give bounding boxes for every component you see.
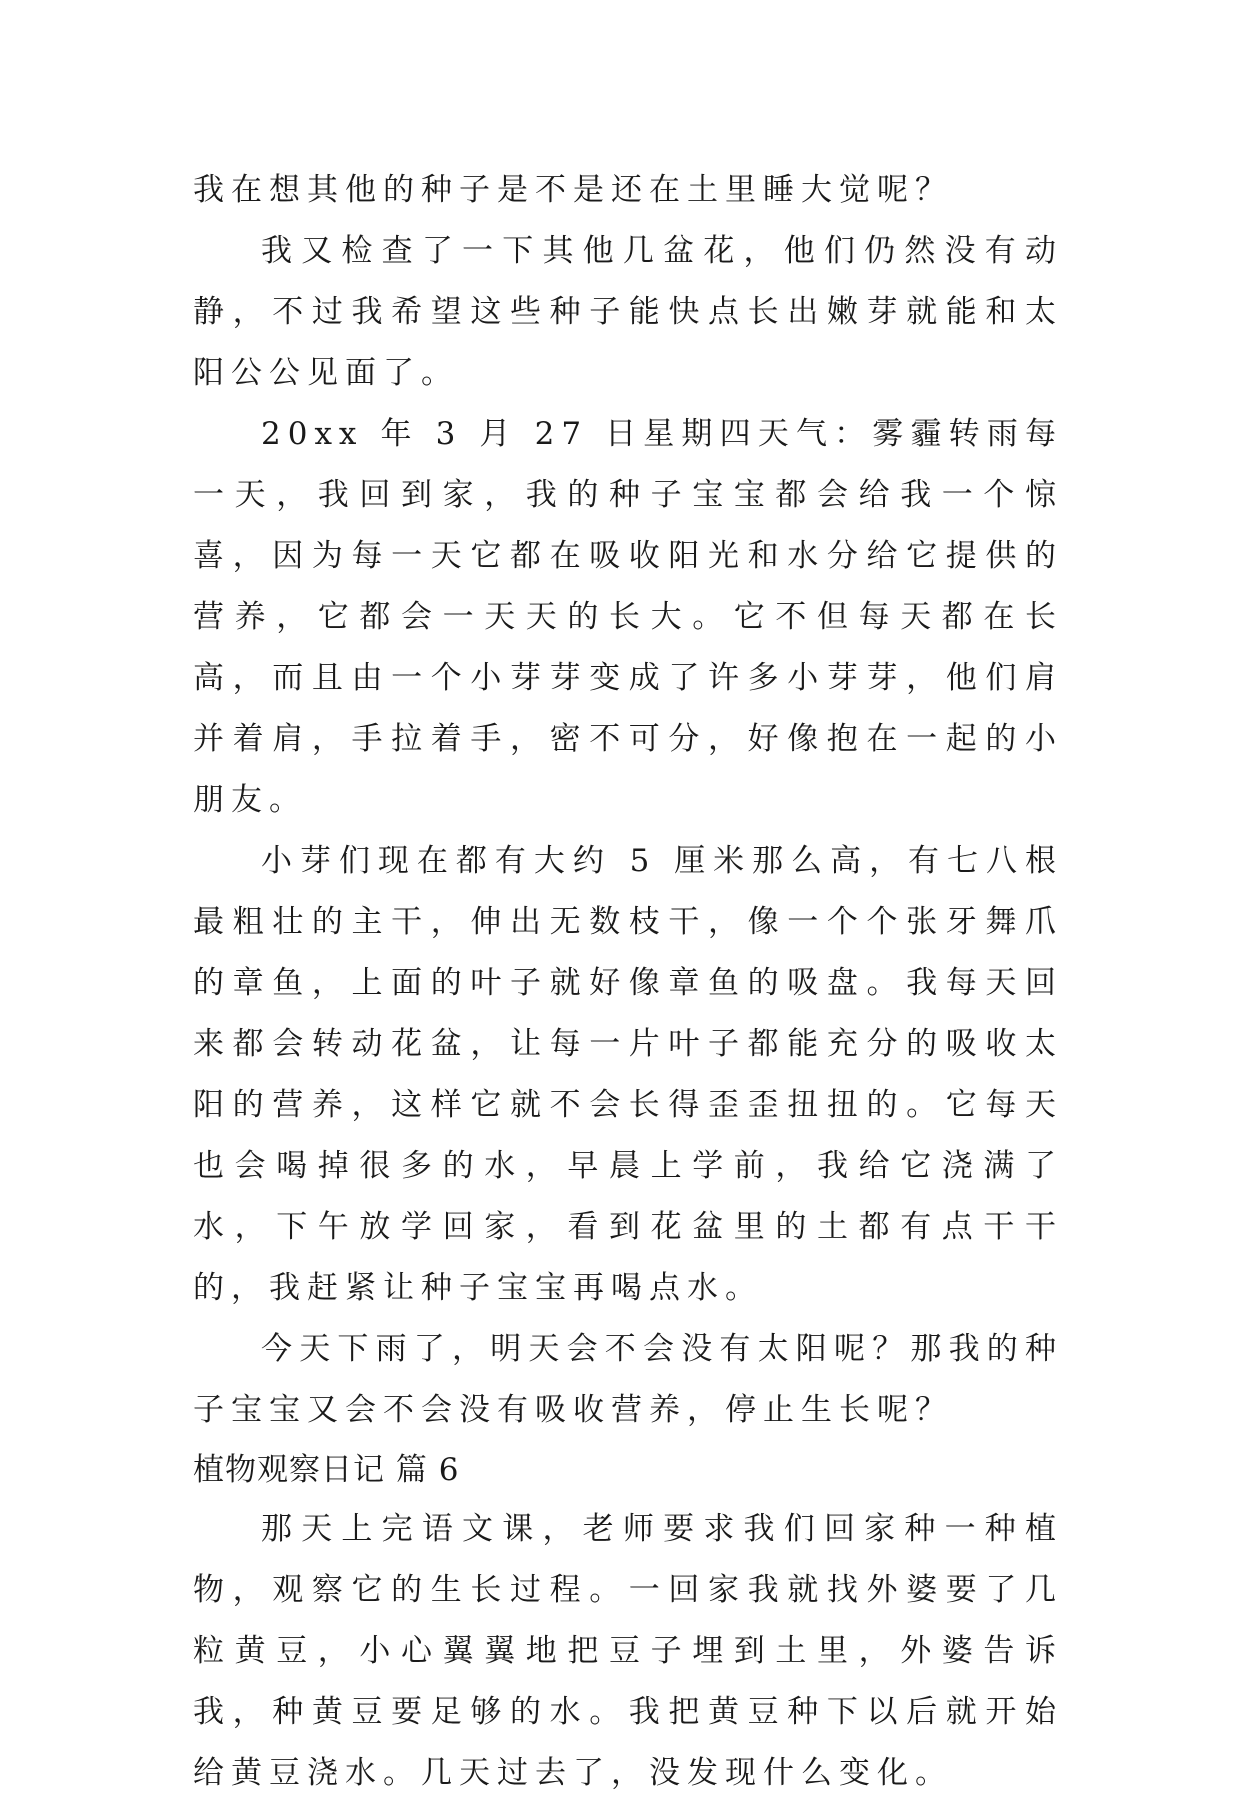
paragraph-3: 20xx 年 3 月 27 日星期四天气：雾霾转雨每一天，我回到家，我的种子宝宝都会给我一个惊喜，因为每一天它都在吸收阳光和水分给它提供的营养，它都会一天天的长大。它不但每天都在长高，而且由一个小芽芽变成了许多小芽芽，他们肩并着肩，手拉着手，密不可分，好像抱在一起的小朋友。 [193,416,1063,818]
paragraph-4: 小芽们现在都有大约 5 厘米那么高，有七八根最粗壮的主干，伸出无数枝干，像一个个张牙舞爪的章鱼，上面的叶子就好像章鱼的吸盘。我每天回来都会转动花盆，让每一片叶子都能充分的吸收太阳的营养，这样它就不会长得歪歪扭扭的。它每天也会喝掉很多的水，早晨上学前，我给它浇满了水，下午放学回家，看到花盆里的土都有点干干的，我赶紧让种子宝宝再喝点水。 [193,843,1063,1306]
paragraph-5: 今天下雨了，明天会不会没有太阳呢？那我的种子宝宝又会不会没有吸收营养，停止生长呢？ [193,1331,1063,1428]
paragraph-1: 我在想其他的种子是不是还在土里睡大觉呢？ [193,172,953,208]
section-heading: 植物观察日记 篇 6 [193,1452,460,1488]
paragraph-2: 我又检查了一下其他几盆花，他们仍然没有动静，不过我希望这些种子能快点长出嫩芽就能和太阳公公见面了。 [193,233,1063,391]
section-paragraph-1: 那天上完语文课，老师要求我们回家种一种植物，观察它的生长过程。一回家我就找外婆要了几粒黄豆，小心翼翼地把豆子埋到土里，外婆告诉我，种黄豆要足够的水。我把黄豆种下以后就开始给黄豆浇水。几天过去了，没发现什么变化。 [193,1511,1063,1791]
document-page [193,160,1063,1804]
